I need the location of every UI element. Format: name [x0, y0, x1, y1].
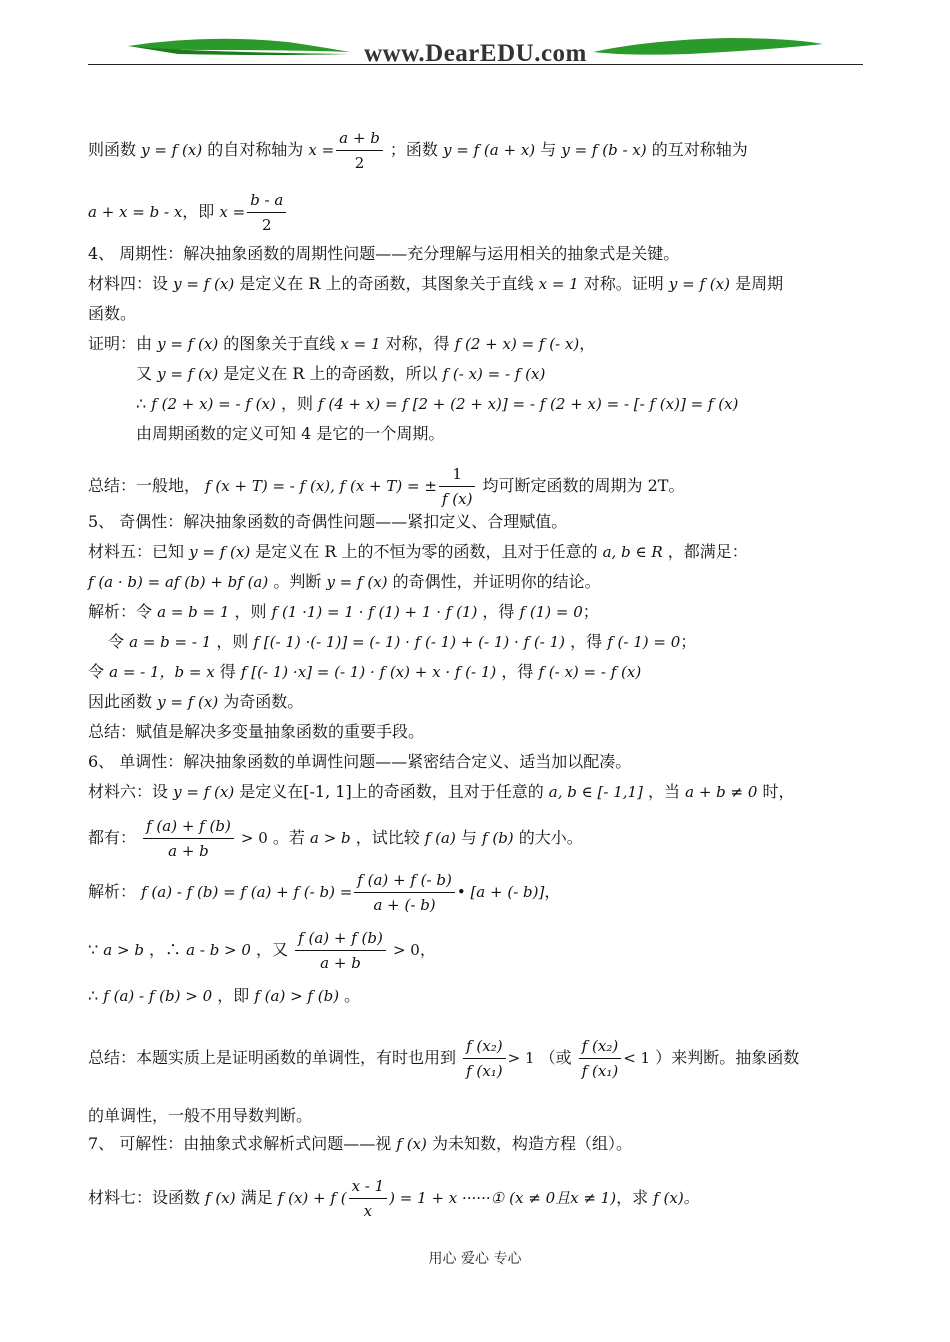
text-line: 总结：本题实质上是证明函数的单调性，有时也用到 $\frac{\text{f (x₂)}}{\text{f (x₁)}}$ > 1 （或 $\frac{\text{f (x₂)}}{\text{f (x₁)}}$ < 1 ）来判断。抽象函数: [88, 1037, 800, 1080]
section-heading: 5、 奇偶性：解决抽象函数的奇偶性问题——紧扣定义、合理赋值。: [88, 512, 568, 531]
text: ；函数: [389, 140, 438, 159]
page-footer: 用心 爱心 专心: [428, 1251, 522, 1267]
formula: y = f (a + x): [443, 141, 536, 159]
text-line: 材料五：已知 y = f (x) 是定义在 R 上的不恒为零的函数，且对于任意的 a, b ∈ R ，都满足：: [88, 542, 748, 561]
formula: x =: [308, 141, 335, 159]
text-line: 令 a = - 1，b = x 得 f [(- 1) ·x] = (- 1) · f (x) + x · f (- 1) ，得 f (- x) = - f (x): [88, 662, 642, 681]
text: 的自对称轴为: [207, 140, 304, 159]
text-line: 因此函数 y = f (x) 为奇函数。: [88, 692, 304, 711]
text-line: ∴ f (2 + x) = - f (x) ，则 f (4 + x) = f [2 + (2 + x)] = - f (2 + x) = - [- f (x)] = f (x): [136, 394, 739, 413]
site-header: [88, 28, 863, 74]
text: 与: [540, 140, 557, 159]
text-line: 总结：赋值是解决多变量抽象函数的重要手段。: [88, 722, 425, 741]
text: 则函数: [88, 140, 137, 159]
text-line: [88, 190, 288, 235]
text-line: 又 y = f (x) 是定义在 R 上的奇函数，所以 f (- x) = - f (x): [136, 364, 546, 383]
text-line: 解析： f (a) - f (b) = f (a) + f (- b) = $\frac{f (a) + f (- b)}{a + (- b)}$ • [a + (- b)]，: [88, 871, 561, 914]
text-line: 都有： $\frac{f (a) + f (b)}{a + b}$ > 0 。若 a > b ，试比较 f (a) 与 f (b) 的大小。: [88, 817, 583, 860]
text-line: ∴ f (a) - f (b) > 0 ，即 f (a) > f (b) 。: [88, 986, 361, 1005]
text: ，即: [182, 202, 215, 221]
header-rule: [88, 64, 863, 65]
section-heading: 7、 可解性：由抽象式求解析式问题——视 f (x) 为未知数，构造方程（组）。: [88, 1134, 632, 1153]
text-line: 函数。: [88, 304, 137, 323]
text-line: ∵ a > b ，∴ a - b > 0 ，又 $\frac{f (a) + f (b)}{a + b}$ > 0，: [88, 929, 436, 972]
text-line: 材料七：设函数 f (x) 满足 f (x) + f ( $\frac{x - 1}{x}$ ) = 1 + x ······① (x ≠ 0且x ≠ 1)，求 f (x)。: [88, 1177, 699, 1220]
text-line: 由周期函数的定义可知 4 是它的一个周期。: [136, 424, 445, 443]
text: 的互对称轴为: [651, 140, 748, 159]
fraction: $\frac{b - a}{2}$: [247, 190, 286, 235]
formula: y = f (x): [141, 141, 203, 159]
text-line: 的单调性，一般不用导数判断。: [88, 1106, 313, 1125]
formula: a + x = b - x: [88, 203, 183, 221]
site-logo: www.DearEDU.com: [364, 40, 587, 67]
section-heading: 4、 周期性：解决抽象函数的周期性问题——充分理解与运用相关的抽象式是关键。: [88, 244, 680, 263]
text-line: 证明：由 y = f (x) 的图象关于直线 x = 1 对称，得 f (2 + x) = f (- x)，: [88, 334, 596, 353]
text-line: f (a · b) = af (b) + bf (a) 。判断 y = f (x) 的奇偶性，并证明你的结论。: [88, 572, 601, 591]
text-line: 材料四：设 y = f (x) 是定义在 R 上的奇函数，其图象关于直线 x = 1 对称。证明 y = f (x) 是周期: [88, 274, 784, 293]
text-line: 令 a = b = - 1 ，则 f [(- 1) ·(- 1)] = (- 1) · f (- 1) + (- 1) · f (- 1) ，得 f (- 1) = 0；: [108, 632, 697, 651]
formula: x =: [219, 203, 246, 221]
text-line: [88, 128, 748, 173]
formula: y = f (b - x): [561, 141, 647, 159]
section-heading: 6、 单调性：解决抽象函数的单调性问题——紧密结合定义、适当加以配凑。: [88, 752, 632, 771]
text-line: 材料六：设 y = f (x) 是定义在[-1, 1]上的奇函数，且对于任意的 a, b ∈ [- 1,1] ，当 a + b ≠ 0 时，: [88, 782, 795, 801]
fraction: $\frac{a + b}{2}$: [336, 128, 383, 173]
text-line: 总结：一般地， f (x + T) = - f (x), f (x + T) = ± $\frac{1}{f (x)}$ 均可断定函数的周期为 2T。: [88, 465, 685, 508]
text-line: 解析：令 a = b = 1 ，则 f (1 ·1) = 1 · f (1) + 1 · f (1) ，得 f (1) = 0；: [88, 602, 599, 621]
